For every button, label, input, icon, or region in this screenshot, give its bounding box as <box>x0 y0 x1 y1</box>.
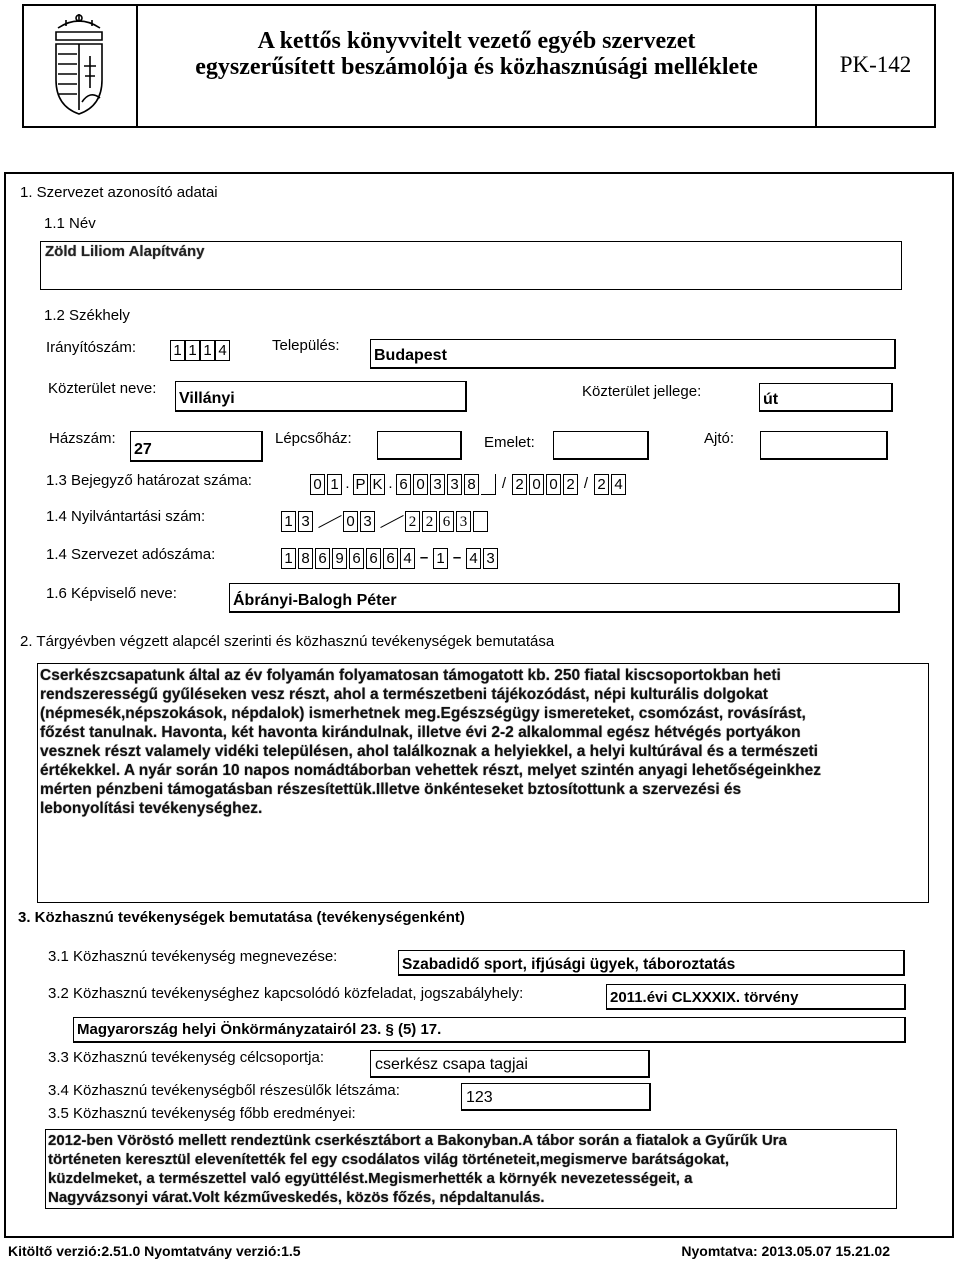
zip-label: Irányítószám: <box>46 339 137 356</box>
activity-name-label: 3.1 Közhasznú tevékenység megnevezése: <box>48 948 338 965</box>
reg-number-char: 6 <box>439 511 454 532</box>
reg-decision-char: 3 <box>430 474 445 495</box>
house-number-value: 27 <box>134 441 152 458</box>
tax-number-field[interactable] <box>281 548 498 569</box>
reg-decision-char: 0 <box>529 474 544 495</box>
footer-printed: Nyomtatva: 2013.05.07 15.21.02 <box>681 1243 890 1259</box>
text-line: (népmesék,népszokások, népdalok) ismerhetnek meg.Egészségügy ismereteket, csomózást, rovásírást, <box>40 705 806 722</box>
reg-decision-field[interactable] <box>310 474 626 495</box>
reg-number-char <box>473 511 488 532</box>
tax-number-digit: 1 <box>433 548 448 569</box>
reg-decision-char: 0 <box>546 474 561 495</box>
text-line: történeten keresztül elevenítették fel egy csodálatos világ történeteit,megismerve barátságokat, <box>48 1151 730 1168</box>
reg-decision-char: 6 <box>396 474 411 495</box>
separator-slash: / <box>498 474 510 495</box>
tax-number-digit: 6 <box>349 548 364 569</box>
reg-decision-char: 1 <box>327 474 342 495</box>
reg-decision-char: 2 <box>512 474 527 495</box>
text-line: vesznek részt valamely vidéki településen, ahol találkoznak a helyiekkel, a helyi kultúrával és a természeti <box>40 743 818 760</box>
separator-dash: – <box>450 548 464 569</box>
reg-decision-char: 8 <box>464 474 479 495</box>
tax-number-digit: 6 <box>315 548 330 569</box>
zip-digit: 4 <box>215 340 230 361</box>
text-line: rendszerességű gyűléseken vesz részt, ahol a természetbeni tájékozódást, népi kulturális dolgokat <box>40 686 768 703</box>
city-field[interactable] <box>370 339 896 369</box>
reg-number-char: 0 <box>343 511 358 532</box>
participants-label: 3.4 Közhasznú tevékenységből részesülők létszáma: <box>48 1082 400 1099</box>
coat-of-arms-icon <box>44 10 114 120</box>
street-type-value: út <box>763 391 779 408</box>
zip-digit: 1 <box>185 340 200 361</box>
staircase-field[interactable] <box>377 431 462 460</box>
reg-number-char: 1 <box>281 511 296 532</box>
text-line: főzést tanulnak. Havonta, két havonta kirándulnak, illetve évi 2-2 alkalommal egész hétvégés portyákon <box>40 724 801 741</box>
staircase-label: Lépcsőház: <box>275 430 352 447</box>
separator-line <box>377 511 403 532</box>
activity-name-value: Szabadidő sport, ifjúsági ügyek, táboroztatás <box>402 956 736 973</box>
text-line: Cserkészcsapatunk által az év folyamán folyamatosan támogatott kb. 250 fiatal kiscsoportokban heti <box>40 667 781 684</box>
street-label: Közterület neve: <box>48 380 157 397</box>
reg-number-char: 3 <box>298 511 313 532</box>
text-line: lebonyolítási tevékenységhez. <box>40 800 263 817</box>
tax-number-digit: 6 <box>366 548 381 569</box>
city-label: Település: <box>272 337 340 354</box>
separator-line <box>315 511 341 532</box>
street-type-field[interactable] <box>759 383 893 412</box>
seat-label: 1.2 Székhely <box>44 307 130 324</box>
reg-number-char: 3 <box>360 511 375 532</box>
reg-decision-char: 2 <box>594 474 609 495</box>
city-value: Budapest <box>374 347 447 364</box>
representative-value: Ábrányi-Balogh Péter <box>233 592 397 609</box>
separator-dot: . <box>387 474 394 495</box>
text-line: küzdelmeket, a természettel való együttélést.Megismerhették a környék nevezetességeit, a <box>48 1170 693 1187</box>
form-title-line1: A kettős könyvvitelt vezető egyéb szervezet <box>257 28 696 54</box>
tax-number-digit: 3 <box>483 548 498 569</box>
door-label: Ajtó: <box>704 430 735 447</box>
tax-number-label: 1.4 Szervezet adószáma: <box>46 546 216 563</box>
form-code: PK-142 <box>839 52 912 77</box>
reg-decision-char: K <box>370 474 385 495</box>
reg-decision-char: 3 <box>447 474 462 495</box>
form-title <box>138 28 815 80</box>
tax-number-digit: 4 <box>400 548 415 569</box>
tax-number-digit: 6 <box>383 548 398 569</box>
zip-digit: 1 <box>200 340 215 361</box>
reg-number-char: 2 <box>422 511 437 532</box>
target-group-label: 3.3 Közhasznú tevékenység célcsoportja: <box>48 1049 324 1066</box>
public-task-value1: 2011.évi CLXXXIX. törvény <box>610 989 799 1006</box>
public-task-value2: Magyarország helyi Önkörmányzatairól 23. § (5) 17. <box>77 1021 442 1038</box>
reg-number-char: 2 <box>405 511 420 532</box>
separator-slash: / <box>580 474 592 495</box>
door-field[interactable] <box>760 431 888 460</box>
zip-field[interactable] <box>170 340 230 361</box>
street-type-label: Közterület jellege: <box>582 383 702 400</box>
reg-decision-blank <box>481 474 496 495</box>
floor-label: Emelet: <box>484 434 535 451</box>
tax-number-digit: 4 <box>466 548 481 569</box>
section2-text <box>40 666 928 818</box>
reg-number-field[interactable] <box>281 511 488 532</box>
reg-decision-char: 2 <box>563 474 578 495</box>
reg-decision-char: P <box>353 474 368 495</box>
results-text <box>48 1131 896 1207</box>
text-line: mérten pénzbeni támogatásban részesítettük.Illetve önkénteseket bztosítottunk a szervezési és <box>40 781 742 798</box>
name-value: Zöld Liliom Alapítvány <box>45 243 205 260</box>
reg-decision-label: 1.3 Bejegyző határozat száma: <box>46 472 252 489</box>
separator-dash: – <box>417 548 431 569</box>
section1-heading: 1. Szervezet azonosító adatai <box>20 184 218 201</box>
name-label: 1.1 Név <box>44 215 96 232</box>
results-label: 3.5 Közhasznú tevékenység főbb eredményei: <box>48 1105 356 1122</box>
text-line: 2012-ben Vöröstó mellett rendeztünk cserkésztábort a Bakonyban.A tábor során a fiatalok a Gyűrűk Ura <box>48 1132 787 1149</box>
footer-version: Kitöltő verzió:2.51.0 Nyomtatvány verzió:1.5 <box>8 1243 301 1259</box>
reg-decision-char: 0 <box>413 474 428 495</box>
reg-decision-char: 0 <box>310 474 325 495</box>
text-line: értékekkel. A nyár során 10 napos nomádtáborban vehettek részt, melyet szintén anyagi lehetőségeinkhez <box>40 762 822 779</box>
street-value: Villányi <box>179 390 235 407</box>
form-title-line2: egyszerűsített beszámolója és közhasznúsági melléklete <box>195 54 758 80</box>
section2-heading: 2. Tárgyévben végzett alapcél szerinti és közhasznú tevékenységek bemutatása <box>20 633 555 650</box>
text-line: Nagyvázsonyi várat.Volt kézműveskedés, közös főzés, népdaltanulás. <box>48 1189 545 1206</box>
house-number-label: Házszám: <box>49 430 116 447</box>
tax-number-digit: 9 <box>332 548 347 569</box>
public-task-label: 3.2 Közhasznú tevékenységhez kapcsolódó közfeladat, jogszabályhely: <box>48 985 524 1002</box>
section3-heading: 3. Közhasznú tevékenységek bemutatása (tevékenységenként) <box>18 909 465 926</box>
reg-number-label: 1.4 Nyilvántartási szám: <box>46 508 206 525</box>
target-group-value: cserkész csapa tagjai <box>375 1056 528 1073</box>
participants-value: 123 <box>466 1089 493 1106</box>
reg-decision-char: 4 <box>611 474 626 495</box>
representative-label: 1.6 Képviselő neve: <box>46 585 177 602</box>
tax-number-digit: 1 <box>281 548 296 569</box>
separator-dot: . <box>344 474 351 495</box>
tax-number-digit: 8 <box>298 548 313 569</box>
zip-digit: 1 <box>170 340 185 361</box>
reg-number-char: 3 <box>456 511 471 532</box>
floor-field[interactable] <box>553 431 649 460</box>
